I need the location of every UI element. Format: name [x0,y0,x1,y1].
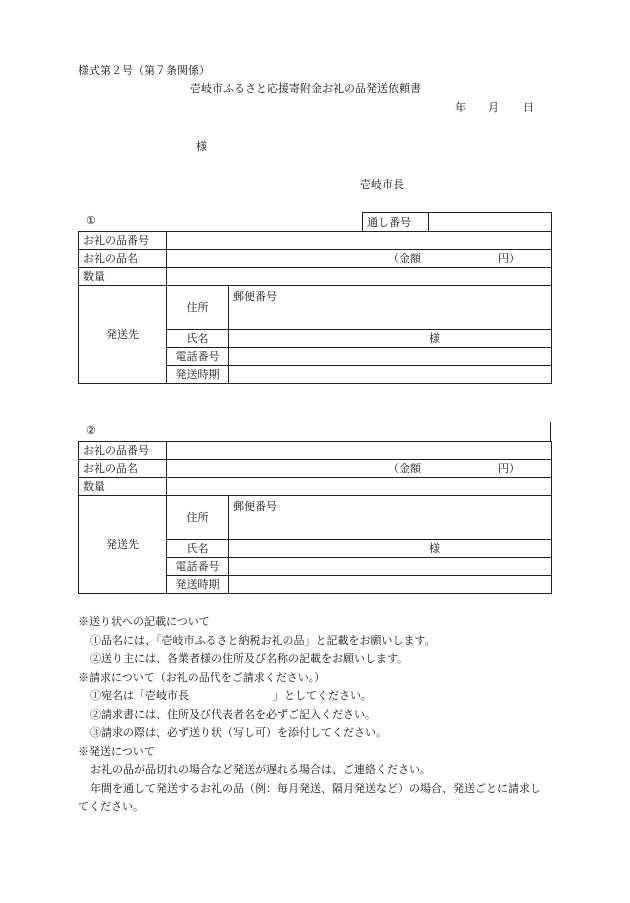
postal-label: 郵便番号 [233,500,277,513]
item-number-field[interactable] [167,442,552,460]
date-year-label: 年 [455,101,466,114]
billing-note-1a: ①宛名は「壱岐市長 [90,689,189,702]
dispatch-note-2: 年間を通して発送するお礼の品（例：毎月発送、隔月発送など）の場合、発送ごとに請求してください。 [78,781,541,813]
name-field[interactable] [229,330,552,348]
block2-marker: ② [86,424,96,437]
honorific-label: 様 [429,542,440,555]
block2-table [78,441,552,594]
address-field[interactable] [229,286,552,330]
phone-label: 電話番号 [167,558,229,576]
serial-label: 通し番号 [363,213,429,232]
address-label: 住所 [167,496,229,540]
quantity-label: 数量 [79,268,167,286]
postal-label: 郵便番号 [233,290,277,303]
timing-field[interactable] [229,366,552,384]
quantity-field[interactable] [167,478,552,496]
billing-note-3: ③請求の際は、必ず送り状（写し可）を添付してください。 [90,726,387,739]
amount-close-label: 円） [498,252,520,265]
destination-label: 発送先 [79,286,167,384]
item-name-label: お礼の品名 [79,250,167,268]
date-month-label: 月 [488,101,499,114]
item-name-label: お礼の品名 [79,460,167,478]
item-number-label: お礼の品番号 [79,442,167,460]
addressee-suffix: 様 [196,140,207,153]
sender-name: 壱岐市長 [360,178,404,191]
shipping-note-2: ②送り主には、各業者様の住所及び名称の記載をお願いします。 [90,652,409,665]
shipping-heading: ※送り状への記載について [78,615,210,628]
timing-field[interactable] [229,576,552,594]
timing-label: 発送時期 [167,366,229,384]
amount-open-label: （金額 [388,462,421,475]
item-number-label: お礼の品番号 [79,232,167,250]
destination-label: 発送先 [79,496,167,594]
block1-marker: ① [86,214,96,227]
notes-section [78,613,558,817]
honorific-label: 様 [429,332,440,345]
quantity-label: 数量 [79,478,167,496]
phone-label: 電話番号 [167,348,229,366]
address-field[interactable] [229,496,552,540]
timing-label: 発送時期 [167,576,229,594]
address-label: 住所 [167,286,229,330]
block1-table [78,212,552,384]
billing-note-1b: 」としてください。 [273,689,372,702]
item-name-field[interactable] [167,250,552,268]
name-label: 氏名 [167,540,229,558]
form-title: 壱岐市ふるさと応援寄附金お礼の品発送依頼書 [190,82,421,95]
name-label: 氏名 [167,330,229,348]
block2-right-edge [550,422,551,442]
phone-field[interactable] [229,348,552,366]
shipping-note-1: ①品名には、「壱岐市ふるさと納税お礼の品」と記載をお願いします。 [90,633,436,647]
amount-open-label: （金額 [388,252,421,265]
phone-field[interactable] [229,558,552,576]
item-number-field[interactable] [167,232,552,250]
name-field[interactable] [229,540,552,558]
item-name-field[interactable] [167,460,552,478]
quantity-field[interactable] [167,268,552,286]
serial-field[interactable] [429,213,552,232]
billing-note-1 [78,687,558,706]
amount-close-label: 円） [498,462,520,475]
billing-heading: ※請求について（お礼の品代をご請求ください。） [78,670,326,684]
date-day-label: 日 [523,101,534,114]
billing-note-2: ②請求書には、住所及び代表者名を必ずご記入ください。 [90,707,376,721]
dispatch-heading: ※発送について [78,744,155,758]
form-number: 様式第２号（第７条関係） [78,64,210,77]
dispatch-note-1: お礼の品が品切れの場合など発送が遅れる場合は、ご連絡ください。 [90,763,431,776]
